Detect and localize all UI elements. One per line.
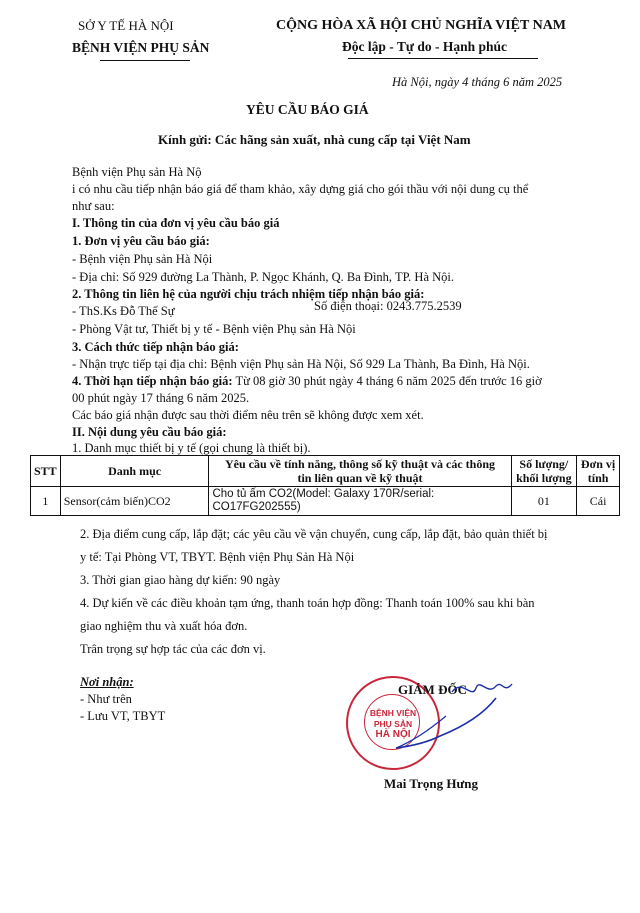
- seal-line3: HÀ NỘI: [375, 729, 411, 740]
- document-title: YÊU CẦU BÁO GIÁ: [246, 102, 369, 117]
- intro-line3: như sau:: [72, 199, 115, 213]
- cell-spec: [209, 487, 511, 516]
- header-item: Danh mục: [60, 456, 209, 487]
- section1-sub4-line2: 00 phút ngày 17 tháng 6 năm 2025.: [72, 391, 250, 405]
- header-spec-line2: tin liên quan về kỹ thuật: [297, 471, 423, 485]
- section2-item4-line1: 4. Dự kiến về các điều khoản tạm ứng, thanh toán hợp đồng: Thanh toán 100% sau khi bàn: [80, 596, 535, 610]
- section2-item3: 3. Thời gian giao hàng dự kiến: 90 ngày: [80, 573, 281, 587]
- closing-line: Trân trọng sự hợp tác của các đơn vị.: [80, 642, 266, 656]
- intro-line2: i có nhu cầu tiếp nhận báo giá để tham khảo, xây dựng giá cho gói thầu với nội dung cụ thể: [72, 182, 529, 196]
- section1-heading: I. Thông tin của đơn vị yêu cầu báo giá: [72, 216, 280, 230]
- header-qty-line1: Số lượng/: [519, 457, 569, 471]
- signer-name: Mai Trọng Hưng: [384, 776, 478, 791]
- header-right-underline: [348, 58, 538, 59]
- section2-item2-line1: 2. Địa điểm cung cấp, lắp đặt; các yêu cầu về vận chuyển, cung cấp, lắp đặt, bảo quản thiết bị: [80, 527, 548, 541]
- header-qty: [511, 456, 577, 487]
- header-spec-line1: Yêu cầu về tính năng, thông số kỹ thuật và các thông: [224, 457, 496, 471]
- recipients-item2: - Lưu VT, TBYT: [80, 709, 166, 723]
- section1-sub1-line2: - Địa chỉ: Số 929 đường La Thành, P. Ngọc Khánh, Q. Ba Đình, TP. Hà Nội.: [72, 270, 454, 284]
- section1-sub4-note: Các báo giá nhận được sau thời điểm nêu trên sẽ không được xem xét.: [72, 408, 424, 422]
- contact-person: - ThS.Ks Đỗ Thế Sự: [72, 304, 175, 318]
- section1-sub1-line1: - Bệnh viện Phụ sản Hà Nội: [72, 252, 213, 266]
- seal-line2: PHỤ SẢN: [373, 719, 413, 729]
- header-qty-line2: khối lượng: [516, 471, 572, 485]
- recipients-item1: - Như trên: [80, 692, 132, 706]
- section2-item4-line2: giao nghiệm thu và xuất hóa đơn.: [80, 619, 248, 633]
- contact-phone: Số điện thoại: 0243.775.2539: [314, 299, 462, 313]
- recipients-heading: Nơi nhận:: [80, 675, 134, 689]
- header-unit: [577, 456, 620, 487]
- cell-unit: Cái: [577, 487, 620, 516]
- section1-sub3-heading: 3. Cách thức tiếp nhận báo giá:: [72, 340, 239, 354]
- header-unit-line2: tính: [587, 471, 609, 485]
- cell-stt: 1: [31, 487, 61, 516]
- header-left-underline: [100, 60, 190, 61]
- contact-department: - Phòng Vật tư, Thiết bị y tế - Bệnh viện Phụ sản Hà Nội: [72, 322, 356, 336]
- table-header-row: [31, 456, 620, 487]
- seal-line1: BỆNH VIỆN: [369, 708, 417, 718]
- header-left-line1: SỞ Y TẾ HÀ NỘI: [78, 18, 174, 33]
- section1-sub2-heading: 2. Thông tin liên hệ của người chịu trách nhiệm tiếp nhận báo giá:: [72, 287, 425, 301]
- header-unit-line1: Đơn vị: [580, 457, 616, 471]
- document-date: Hà Nội, ngày 4 tháng 6 năm 2025: [392, 75, 563, 89]
- intro-line1: Bệnh viện Phụ sản Hà Nộ: [72, 165, 202, 179]
- recipient-line: Kính gửi: Các hãng sản xuất, nhà cung cấp tại Việt Nam: [158, 132, 471, 147]
- section1-sub4-line1: [72, 374, 542, 389]
- section2-heading: II. Nội dung yêu cầu báo giá:: [72, 425, 227, 439]
- section2-item2-line2: y tế: Tại Phòng VT, TBYT. Bệnh viện Phụ Sản Hà Nội: [80, 550, 355, 564]
- section1-sub4-text: Từ 08 giờ 30 phút ngày 4 tháng 6 năm 2025 đến trước 16 giờ: [232, 374, 542, 388]
- cell-spec-line1: Cho tủ ấm CO2(Model: Galaxy 170R/serial:: [212, 488, 435, 500]
- header-right-line1: CỘNG HÒA XÃ HỘI CHỦ NGHĨA VIỆT NAM: [276, 18, 567, 33]
- section1-sub1-heading: 1. Đơn vị yêu cầu báo giá:: [72, 234, 210, 248]
- cell-item: Sensor(cảm biến)CO2: [60, 487, 209, 516]
- cell-spec-line2: CO17FG202555): [212, 501, 301, 513]
- header-spec: [209, 456, 511, 487]
- signer-title: GIÁM ĐỐC: [398, 682, 467, 697]
- equipment-table: [30, 455, 620, 516]
- cell-qty: 01: [511, 487, 577, 516]
- section2-list-intro: 1. Danh mục thiết bị y tế (gọi chung là thiết bị).: [72, 441, 311, 455]
- section1-sub3-line1: - Nhận trực tiếp tại địa chỉ: Bệnh viện Phụ sản Hà Nội, Số 929 La Thành, Ba Đình, Hà Nội.: [72, 357, 530, 371]
- table-row: [31, 487, 620, 516]
- section1-sub4-label: 4. Thời hạn tiếp nhận báo giá:: [72, 374, 233, 388]
- header-right-line2: Độc lập - Tự do - Hạnh phúc: [342, 39, 508, 54]
- signature-icon: [376, 676, 586, 756]
- header-stt: STT: [31, 456, 61, 487]
- header-left-line2: BỆNH VIỆN PHỤ SẢN: [72, 40, 210, 55]
